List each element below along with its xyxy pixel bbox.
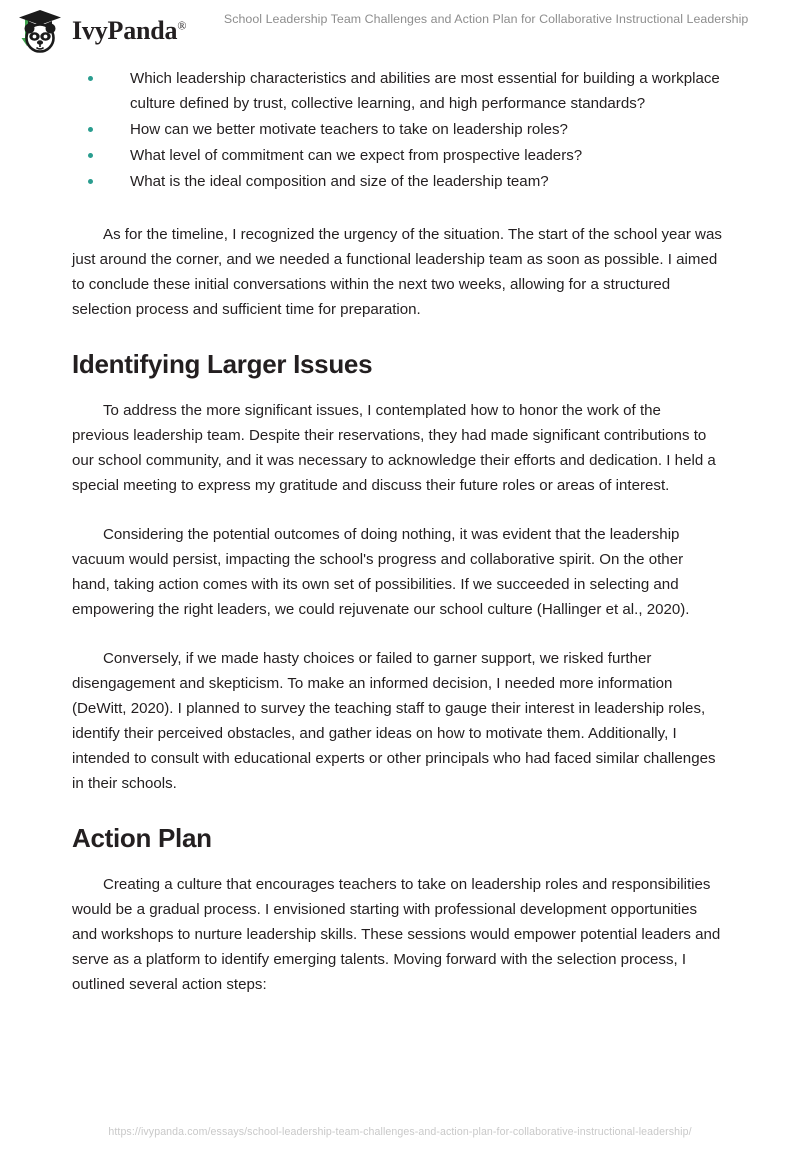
list-item bbox=[72, 117, 722, 142]
guiding-questions-list bbox=[72, 66, 722, 194]
list-item bbox=[72, 143, 722, 168]
document-title: School Leadership Team Challenges and Action Plan for Collaborative Instructional Leadership bbox=[223, 12, 749, 26]
paragraph-creating-culture: Creating a culture that encourages teachers to take on leadership roles and responsibilities would be a gradual process. I envisioned starting with professional development opportunities and workshops to nurture leadership skills. These sessions would empower potential leaders and serve as a platform to identify emerging talents. Moving forward with the selection process, I outlined several action steps: bbox=[72, 876, 721, 993]
panda-graduation-cap-logo-icon bbox=[14, 8, 66, 54]
heading-action-plan: Action Plan bbox=[72, 823, 212, 853]
page-header bbox=[0, 0, 800, 62]
source-url-link[interactable]: https://ivypanda.com/essays/school-leadership-team-challenges-and-action-plan-for-collaborative-instructional-leadership/ bbox=[108, 1126, 692, 1138]
bullet-icon bbox=[88, 76, 93, 81]
document-content bbox=[72, 66, 722, 1005]
spacer bbox=[72, 506, 722, 522]
bullet-icon bbox=[88, 127, 93, 132]
brand-name-text: IvyPanda bbox=[72, 16, 178, 45]
list-item bbox=[72, 66, 722, 116]
paragraph-timeline: As for the timeline, I recognized the urgency of the situation. The start of the school year was just around the corner, and we needed a functional leadership team as soon as possible. I aimed to conclude these initial conversations within the next two weeks, allowing for a structured selection process and sufficient time for preparation. bbox=[72, 226, 722, 318]
page-footer bbox=[0, 1122, 800, 1140]
brand-name bbox=[72, 18, 186, 44]
list-item-text: What is the ideal composition and size of the leadership team? bbox=[130, 173, 549, 190]
list-item-text: Which leadership characteristics and abilities are most essential for building a workplace culture defined by trust, collective learning, and high performance standards? bbox=[130, 70, 720, 112]
paragraph-honor-previous-team: To address the more significant issues, I contemplated how to honor the work of the previous leadership team. Despite their reservations, they had made significant contributions to our school community, and it was necessary to acknowledge their efforts and dedication. I held a special meeting to express my gratitude and discuss their future roles or areas of interest. bbox=[72, 402, 716, 494]
registered-mark: ® bbox=[177, 18, 187, 33]
spacer bbox=[72, 206, 722, 222]
bullet-icon bbox=[88, 153, 93, 158]
brand-logo[interactable] bbox=[0, 0, 186, 54]
heading-identifying-larger-issues: Identifying Larger Issues bbox=[72, 349, 373, 379]
bullet-icon bbox=[88, 179, 93, 184]
list-item bbox=[72, 169, 722, 194]
spacer bbox=[72, 630, 722, 646]
paragraph-conversely: Conversely, if we made hasty choices or failed to garner support, we risked further disengagement and skepticism. To make an informed decision, I needed more information (DeWitt, 2020). I planned to survey the teaching staff to gauge their interest in leadership roles, identify their perceived obstacles, and gather ideas on how to motivate them. Additionally, I intended to consult with educational experts or other principals who had faced similar challenges in their schools. bbox=[72, 650, 716, 792]
list-item-text: What level of commitment can we expect from prospective leaders? bbox=[130, 147, 583, 164]
list-item-text: How can we better motivate teachers to take on leadership roles? bbox=[130, 121, 568, 138]
paragraph-potential-outcomes: Considering the potential outcomes of doing nothing, it was evident that the leadership vacuum would persist, impacting the school's progress and collaborative spirit. On the other hand, taking action comes with its own set of possibilities. If we succeeded in selecting and empowering the right leaders, we could rejuvenate our school culture (Hallinger et al., 2020). bbox=[72, 526, 690, 618]
